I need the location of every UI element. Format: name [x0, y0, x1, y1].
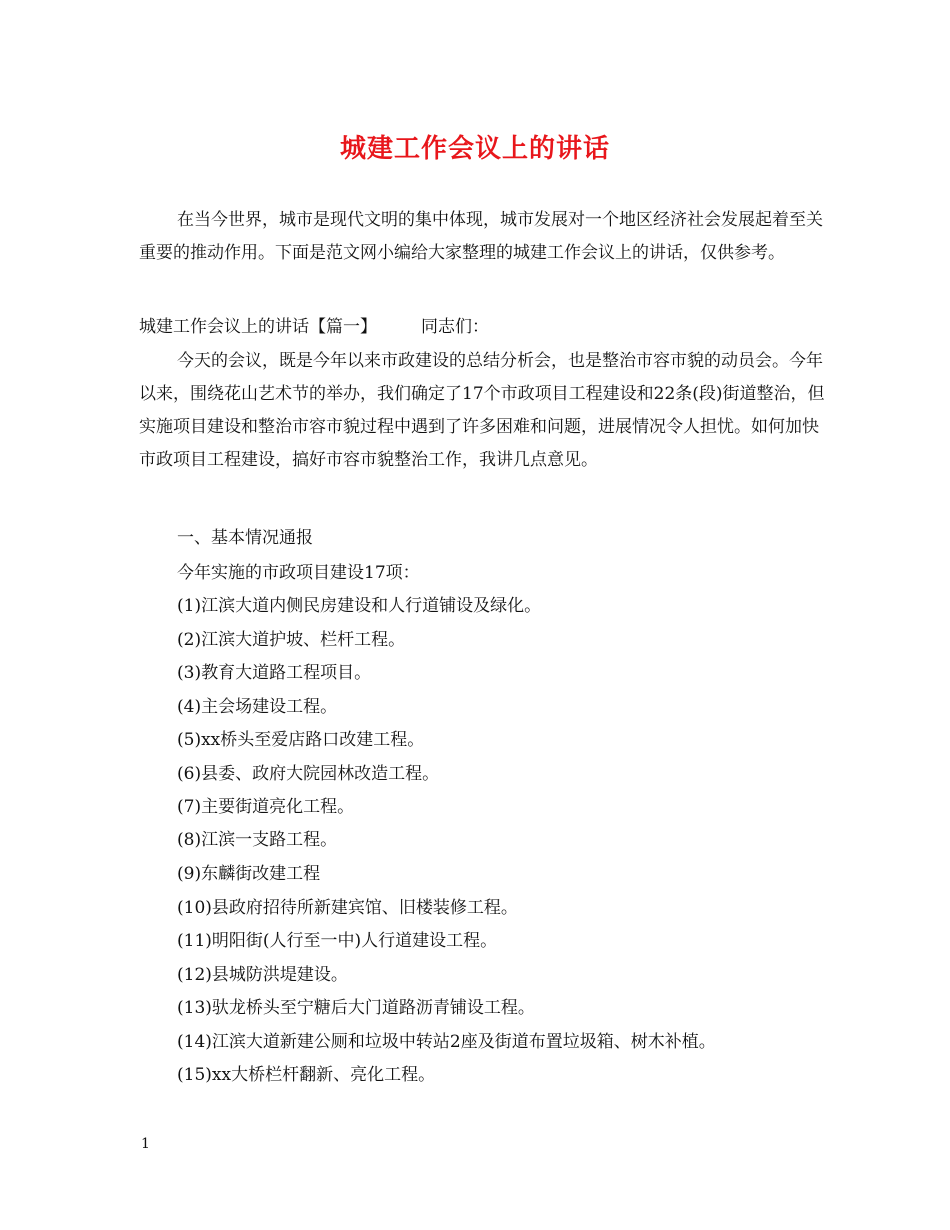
page-title: 城建工作会议上的讲话	[339, 134, 610, 164]
list-intro: 今年实施的市政项目建设17项：	[177, 563, 420, 583]
list-item: (8)江滨一支路工程。	[177, 830, 338, 850]
list-item: (10)县政府招待所新建宾馆、旧楼装修工程。	[177, 898, 518, 918]
list-item: (5)xx桥头至爱店路口改建工程。	[177, 730, 425, 750]
list-item: (11)明阳街(人行至一中)人行道建设工程。	[177, 931, 498, 951]
page-number: 1	[141, 1136, 150, 1152]
list-item: (1)江滨大道内侧民房建设和人行道铺设及绿化。	[177, 596, 542, 616]
list-item: (3)教育大道路工程项目。	[177, 663, 372, 683]
list-item: (13)驮龙桥头至宁糖后大门道路沥青铺设工程。	[177, 998, 535, 1018]
section-heading: 城建工作会议上的讲话【篇一】	[139, 317, 377, 337]
list-item: (4)主会场建设工程。	[177, 697, 338, 717]
body-paragraph: 今天的会议，既是今年以来市政建设的总结分析会，也是整治市容市貌的动员会。今年以来，围绕花山艺术节的举办，我们确定了17个市政项目工程建设和22条(段)街道整治，但实施项目建设和整治市容市貌过程中遇到了许多困难和问题，进展情况令人担忧。如何加快市政项目工程建设，搞好市容市貌整治工作，我讲几点意见。	[139, 351, 825, 470]
list-item: (6)县委、政府大院园林改造工程。	[177, 764, 440, 784]
list-item: (15)xx大桥栏杆翻新、亮化工程。	[177, 1065, 436, 1085]
section-heading-line	[139, 316, 489, 338]
list-item: (2)江滨大道护坡、栏杆工程。	[177, 630, 406, 650]
list-item: (12)县城防洪堤建设。	[177, 965, 348, 985]
list-item: (7)主要街道亮化工程。	[177, 797, 355, 817]
subheading: 一、基本情况通报	[177, 528, 313, 548]
salutation: 同志们：	[421, 317, 489, 337]
list-item: (9)东麟街改建工程	[177, 864, 321, 884]
intro-paragraph: 在当今世界，城市是现代文明的集中体现，城市发展对一个地区经济社会发展起着至关重要的推动作用。下面是范文网小编给大家整理的城建工作会议上的讲话，仅供参考。	[139, 210, 823, 263]
list-item: (14)江滨大道新建公厕和垃圾中转站2座及街道布置垃圾箱、树木补植。	[177, 1032, 716, 1052]
